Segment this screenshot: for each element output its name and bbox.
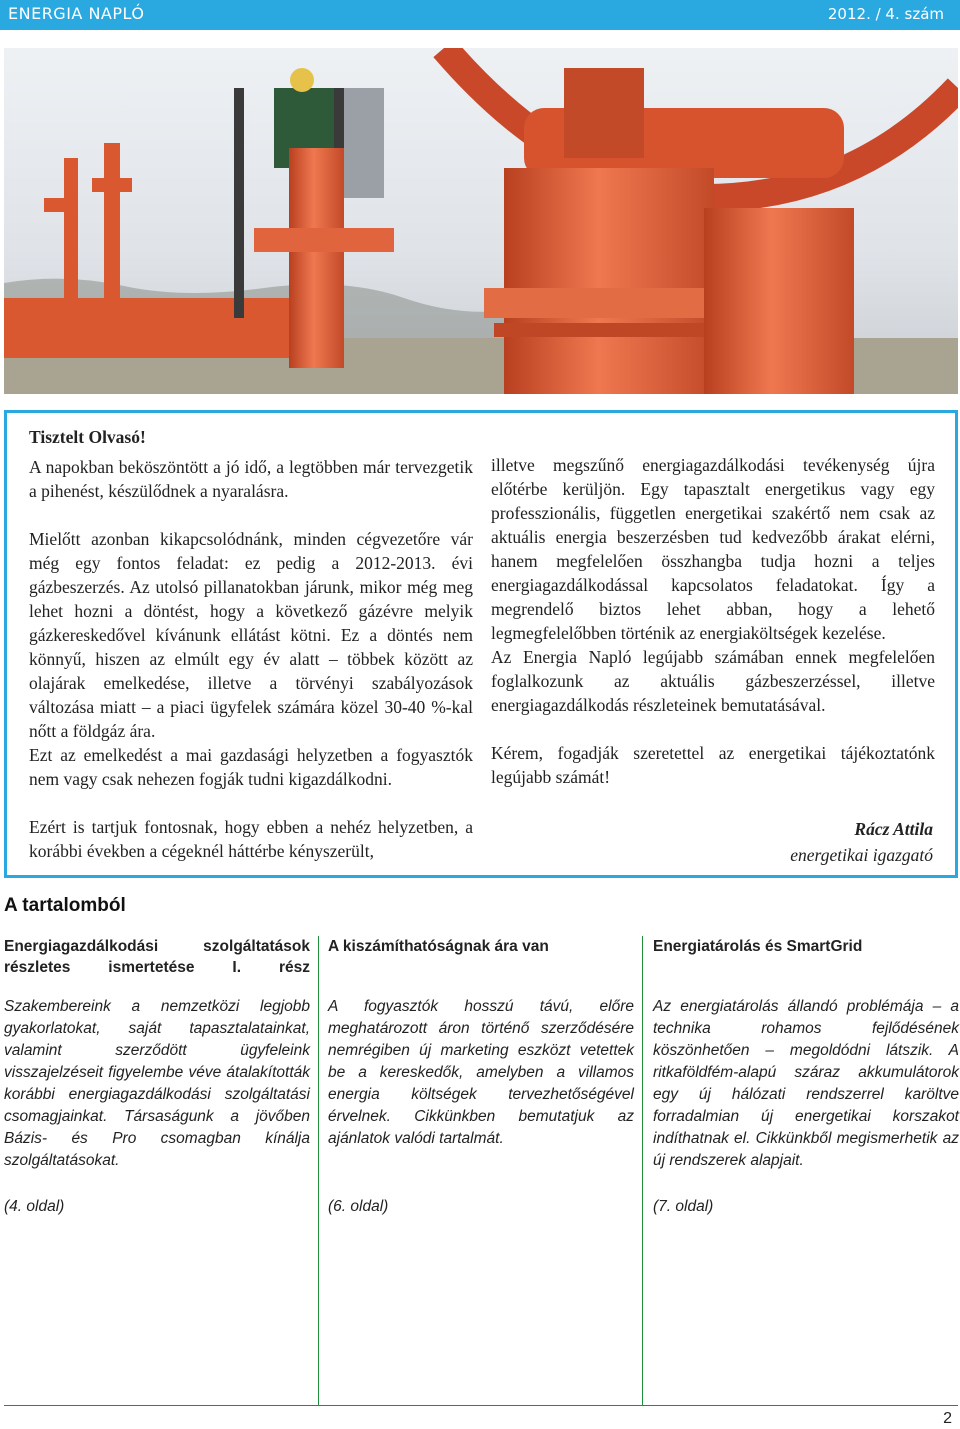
letter-paragraph: Mielőtt azonban kikapcsolódnánk, minden cégvezetőre vár még egy fontos feladat: ez pedig a 2012-2013. évi gázbeszerzés. Az utolsó pillanatokban járunk, mikor még meg lehet hozni a döntést, hogy a következő gázévre melyik gázkereskedővel kívánunk ellátást kötni. Ez a döntés nem könnyű, hiszen az elmúlt egy év alatt – többek között az olajárak emelkedése, illetve a törvényi szabályozások változása miatt – a piaci ügyfelek számára közel 30-40 %-kal nőtt a földgáz ára.	[29, 529, 473, 741]
editorial-letter	[4, 410, 958, 878]
toc-title: A tartalomból	[4, 895, 126, 916]
letter-greeting: Tisztelt Olvasó!	[29, 427, 146, 447]
cover-photo	[4, 48, 958, 394]
footer-rule	[4, 1405, 958, 1406]
letter-paragraph: A napokban beköszöntött a jó idő, a legtöbben már tervezgetik a pihenést, készülődnek a nyaralásra.	[29, 457, 473, 501]
letter-paragraph: Kérem, fogadják szeretettel az energetikai tájékoztatónk legújabb számát!	[491, 743, 935, 787]
toc-item-heading[interactable]: Energiagazdálkodási szolgáltatások részletes ismertetése I. rész	[4, 938, 310, 976]
toc-item-page: (7. oldal)	[653, 1198, 714, 1215]
publication-title: ENERGIA NAPLÓ	[8, 4, 145, 23]
letter-left-column	[29, 425, 473, 863]
page-number: 2	[943, 1410, 952, 1427]
letter-paragraph: Az Energia Napló legújabb számában ennek megfelelően foglalkozunk az aktuális gázbeszerzéssel, illetve energiagazdálkodás részleteinek bemutatásával.	[491, 647, 935, 715]
signature	[790, 816, 933, 868]
column-divider	[318, 936, 319, 1406]
letter-paragraph: Ezért is tartjuk fontosnak, hogy ebben a nehéz helyzetben, a korábbi években a cégeknél háttérbe kényszerült,	[29, 817, 473, 861]
header-bar	[0, 0, 960, 30]
letter-paragraph: illetve megszűnő energiagazdálkodási tevékenység újra előtérbe kerüljön. Egy tapasztalt energetikus vagy egy professzionális, független energetikai szakértő nem csak az aktuális energia beszerzésben tud kedvezőbb árakat elérni, hanem megfelelően összhangba tudja hozni a teljes energiagazdálkodással kapcsolatos feladatokat. Így a megrendelő biztos lehet abban, hogy a lehető legmegfelelőbben történik az energiaköltségek kezelése.	[491, 455, 935, 643]
letter-paragraph: Ezt az emelkedést a mai gazdasági helyzetben a fogyasztók nem vagy csak nehezen fogják tudni kigazdálkodni.	[29, 745, 473, 789]
column-divider	[642, 936, 643, 1406]
toc-item-page: (4. oldal)	[4, 1198, 65, 1215]
toc-item-description: Szakembereink a nemzetközi legjobb gyakorlatokat, saját tapasztalatainkat, valamint szerződött ügyfeleink visszajelzéseit figyelembe véve átalakították korábbi energiagazdálkodási szolgáltatási csomagjainkat. Társaságunk a jövőben Bázis- és Pro csomagban kínálja szolgáltatásokat.	[4, 998, 310, 1169]
signature-name: Rácz Attila	[854, 819, 933, 839]
toc-item-description: Az energiatárolás állandó problémája – a technika rohamos fejlődésének köszönhetően – megoldódni látszik. A ritkaföldfém-alapú száraz akkumulátorok egy új hálózati rendszerrel karöltve forradalmian új energetikai korszakot indíthatnak el. Cikkünkből megismerhetik az új rendszerek alapjait.	[653, 998, 959, 1169]
toc-item[interactable]	[328, 936, 634, 1215]
toc-item-heading[interactable]: Energiatárolás és SmartGrid	[653, 938, 863, 955]
toc-item-description: A fogyasztók hosszú távú, előre meghatározott áron történő szerződésére nemrégiben új marketing eszközt vetettek be a kereskedők, amelyben a villamos energia költségek tervezhetőségével érvelnek. Cikkünkben bemutatjuk az ajánlatok valódi tartalmát.	[328, 998, 634, 1147]
toc-item-heading[interactable]: A kiszámíthatóságnak ára van	[328, 938, 549, 955]
toc-item[interactable]	[4, 936, 310, 1215]
issue-number: 2012. / 4. szám	[827, 5, 944, 23]
signature-role: energetikai igazgató	[790, 845, 933, 865]
toc-item-page: (6. oldal)	[328, 1198, 389, 1215]
toc-item[interactable]	[653, 936, 959, 1215]
letter-right-column	[491, 453, 935, 789]
